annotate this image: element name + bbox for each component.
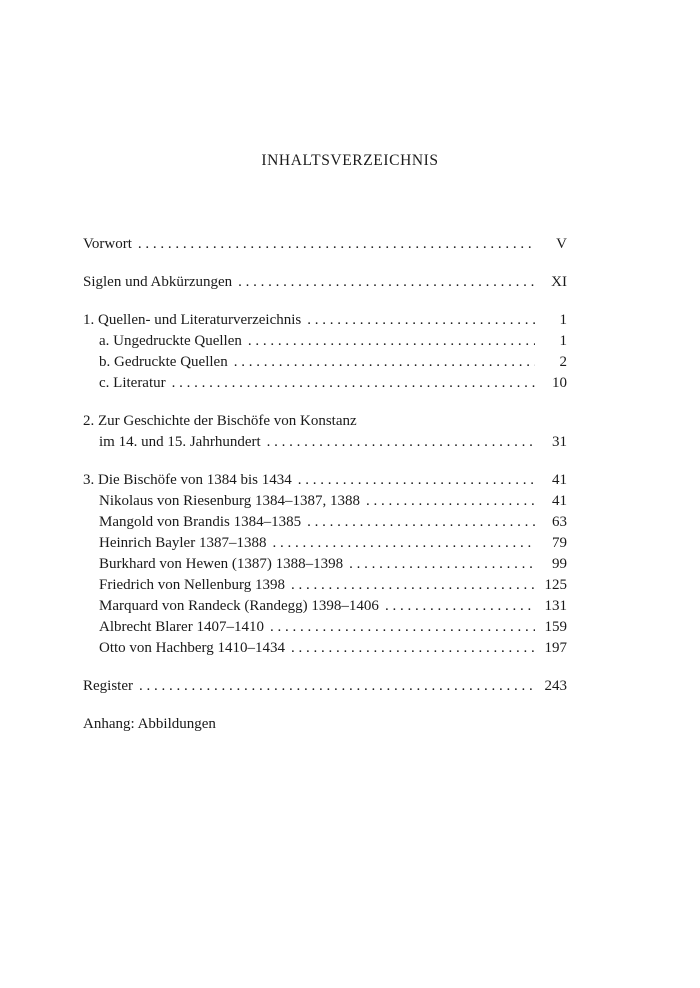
toc-entry-register bbox=[83, 676, 567, 697]
dot-leader bbox=[270, 617, 535, 638]
toc-entry-page: 41 bbox=[552, 493, 567, 509]
toc-subentry bbox=[83, 491, 567, 512]
toc-entry-title: Mangold von Brandis 1384–1385 bbox=[99, 514, 302, 530]
toc-entry-title: Siglen und Abkürzungen bbox=[83, 274, 233, 290]
toc-entry-title: Albrecht Blarer 1407–1410 bbox=[99, 619, 264, 635]
toc-entry-page: V bbox=[556, 236, 567, 252]
toc-entry-title: Otto von Hachberg 1410–1434 bbox=[99, 640, 285, 656]
toc-entry-title: Register bbox=[83, 678, 133, 694]
toc-entry-section-2 bbox=[83, 432, 567, 453]
toc-group-section-2 bbox=[83, 411, 567, 453]
toc-subentry bbox=[83, 533, 567, 554]
toc-entry-page: 1 bbox=[559, 333, 567, 349]
dot-leader bbox=[366, 491, 535, 512]
dot-leader bbox=[298, 470, 535, 491]
dot-leader bbox=[272, 533, 535, 554]
toc-entry-page: 31 bbox=[552, 434, 567, 450]
toc-entry-page: 2 bbox=[559, 354, 567, 370]
toc-entry-section-3 bbox=[83, 470, 567, 491]
toc-entry-page: 10 bbox=[552, 375, 567, 391]
page-title: INHALTSVERZEICHNIS bbox=[261, 152, 439, 169]
toc-entry-siglen bbox=[83, 272, 567, 293]
dot-leader bbox=[238, 272, 535, 293]
toc-entry-title: b. Gedruckte Quellen bbox=[99, 354, 228, 370]
toc-subentry bbox=[83, 512, 567, 533]
toc-group-siglen bbox=[83, 272, 567, 293]
toc-entry-page: 125 bbox=[544, 577, 567, 593]
toc-subentry bbox=[83, 596, 567, 617]
toc-subentry bbox=[83, 352, 567, 373]
dot-leader bbox=[385, 596, 535, 617]
toc-entry-title: Heinrich Bayler 1387–1388 bbox=[99, 535, 267, 551]
toc-entry-title: a. Ungedruckte Quellen bbox=[99, 333, 242, 349]
dot-leader bbox=[172, 373, 535, 394]
dot-leader bbox=[267, 432, 535, 453]
toc-entry-title: c. Literatur bbox=[99, 375, 166, 391]
toc-entry-page: 79 bbox=[552, 535, 567, 551]
toc-group-register bbox=[83, 676, 567, 697]
dot-leader bbox=[291, 575, 535, 596]
dot-leader bbox=[248, 331, 535, 352]
dot-leader bbox=[291, 638, 535, 659]
toc-entry-page: 159 bbox=[544, 619, 567, 635]
dot-leader bbox=[307, 310, 535, 331]
dot-leader bbox=[139, 676, 535, 697]
toc-group-section-1 bbox=[83, 310, 567, 394]
toc-entry-page: 1 bbox=[559, 312, 567, 328]
toc-entry-page: 131 bbox=[544, 598, 567, 614]
toc-entry-page: 197 bbox=[544, 640, 567, 656]
toc-group-section-3 bbox=[83, 470, 567, 659]
toc-entry-title: Marquard von Randeck (Randegg) 1398–1406 bbox=[99, 598, 379, 614]
toc-entry-title: Burkhard von Hewen (1387) 1388–1398 bbox=[99, 556, 344, 572]
toc-entry-page: 99 bbox=[552, 556, 567, 572]
toc-subentry bbox=[83, 617, 567, 638]
toc-entry-title: 1. Quellen- und Literaturverzeichnis bbox=[83, 312, 302, 328]
toc-subentry bbox=[83, 373, 567, 394]
toc-entry-section-1 bbox=[83, 310, 567, 331]
dot-leader bbox=[307, 512, 535, 533]
toc-entry-anhang: Anhang: Abbildungen bbox=[83, 716, 216, 732]
dot-leader bbox=[349, 554, 535, 575]
toc-subentry bbox=[83, 575, 567, 596]
toc-entry-vorwort bbox=[83, 234, 567, 255]
toc-entry-title-line: 2. Zur Geschichte der Bischöfe von Konstanz bbox=[83, 413, 357, 429]
toc-entry-page: 243 bbox=[544, 678, 567, 694]
toc-entry-page: 41 bbox=[552, 472, 567, 488]
toc-entry-title: 3. Die Bischöfe von 1384 bis 1434 bbox=[83, 472, 292, 488]
toc-subentry bbox=[83, 638, 567, 659]
toc-entry-title: Nikolaus von Riesenburg 1384–1387, 1388 bbox=[99, 493, 360, 509]
toc-group-vorwort bbox=[83, 234, 567, 255]
toc-entry-page: XI bbox=[551, 274, 567, 290]
toc-subentry bbox=[83, 331, 567, 352]
toc-subentry bbox=[83, 554, 567, 575]
dot-leader bbox=[138, 234, 535, 255]
dot-leader bbox=[234, 352, 535, 373]
toc-entry-title: im 14. und 15. Jahrhundert bbox=[99, 434, 261, 450]
toc-entry-page: 63 bbox=[552, 514, 567, 530]
toc-entry-title: Vorwort bbox=[83, 236, 132, 252]
toc-entry-title: Friedrich von Nellenburg 1398 bbox=[99, 577, 285, 593]
table-of-contents bbox=[83, 234, 567, 735]
